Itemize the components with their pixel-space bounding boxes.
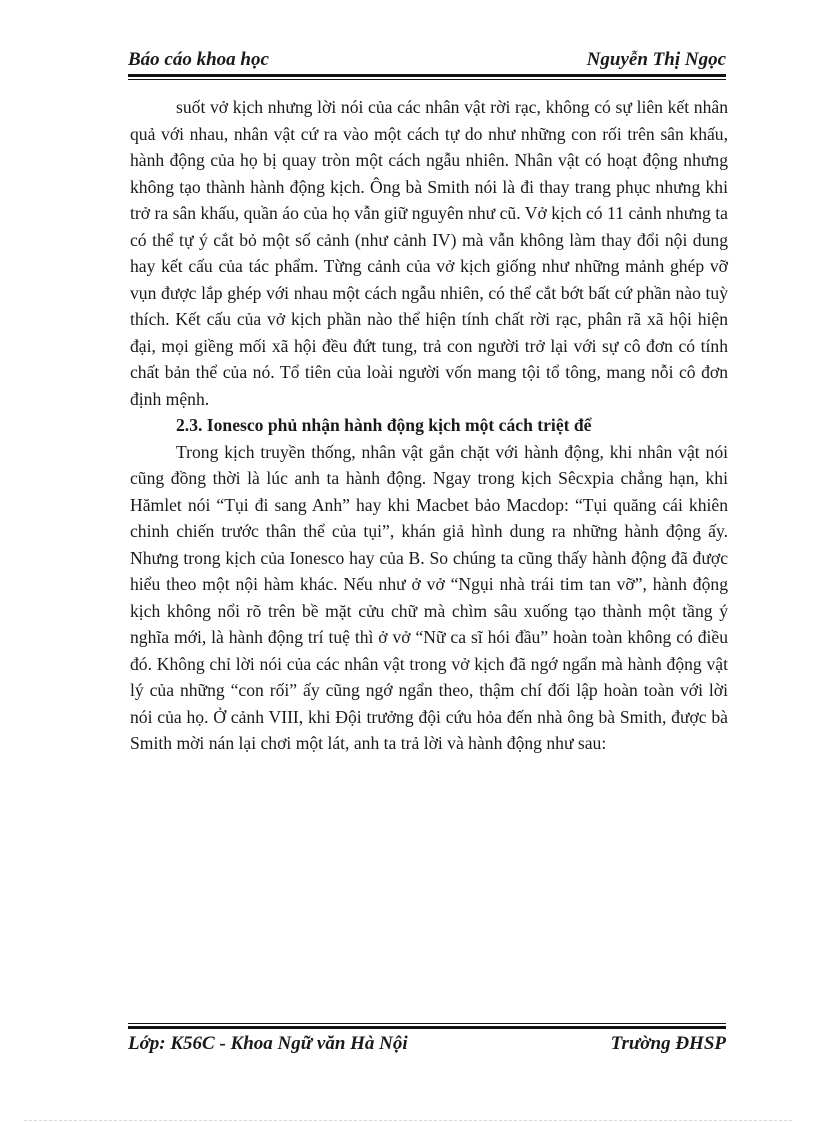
- footer-school: Trường ĐHSP: [610, 1033, 726, 1054]
- footer-rule: [128, 1026, 726, 1029]
- header-author: Nguyễn Thị Ngọc: [586, 49, 726, 70]
- footer-rule-secondary: [128, 1023, 726, 1024]
- page-edge: [24, 1120, 792, 1121]
- body-paragraph: suốt vở kịch nhưng lời nói của các nhân vật rời rạc, không có sự liên kết nhân quả với nhau, nhân vật cứ ra vào một cách tự do như những con rối trên sân khấu, hành động của họ bị quay tròn một cách ngẫu nhiên. Nhân vật có hoạt động nhưng không tạo thành hành động kịch. Ông bà Smith nói là đi thay trang phục nhưng khi trở ra sân khấu, quần áo của họ vẫn giữ nguyên như cũ. Vở kịch có 11 cảnh nhưng ta có thể tự ý cắt bỏ một số cảnh (như cảnh IV) mà vẫn không làm thay đổi nội dung hay kết cấu của tác phẩm. Từng cảnh của vở kịch giống như những mảnh ghép vỡ vụn được lắp ghép với nhau một cách ngẫu nhiên, có thể cắt bớt bất cứ phần nào tuỳ thích. Kết cấu của vở kịch phần nào thể hiện tính chất rời rạc, phân rã xã hội hiện đại, mọi giềng mối xã hội đều đứt tung, trả con người trở lại với sự cô đơn có tính chất bản thể của nó. Tổ tiên của loài người vốn mang tội tổ tông, mang nỗi cô đơn định mệnh.: [130, 97, 728, 409]
- header-rule-secondary: [128, 79, 726, 80]
- section-heading: 2.3. Ionesco phủ nhận hành động kịch một cách triệt để: [176, 415, 592, 435]
- header-left-title: Báo cáo khoa học: [128, 49, 269, 70]
- body-paragraph: Trong kịch truyền thống, nhân vật gắn chặt với hành động, khi nhân vật nói cũng đồng thời là lúc anh ta hành động. Ngay trong kịch Sêcxpia chẳng hạn, khi Hămlet nói “Tụi đi sang Anh” hay khi Macbet bảo Macdop: “Tụi quăng cái khiên chinh chiến trước thân thể của tụi”, khán giả hình dung ra những hành động ấy. Nhưng trong kịch của Ionesco hay của B. So chúng ta cũng thấy hành động đã được hiểu theo một nội hàm khác. Nếu như ở vở “Ngụi nhà trái tim tan vỡ”, hành động kịch không nổi rõ trên bề mặt cửu chữ mà chìm sâu xuống tạo thành một tầng ý nghĩa mới, là hành động trí tuệ thì ở vở “Nữ ca sĩ hói đầu” hoàn toàn không có điều đó. Không chỉ lời nói của các nhân vật trong vở kịch đã ngớ ngẩn mà hành động vật lý của những “con rối” ấy cũng ngớ ngẩn theo, thậm chí đối lập hoàn toàn với lời nói của họ. Ở cảnh VIII, khi Đội trưởng đội cứu hỏa đến nhà ông bà Smith, được bà Smith mời nán lại chơi một lát, anh ta trả lời và hành động như sau:: [130, 441, 728, 753]
- document-body: [130, 94, 728, 757]
- page-footer: [128, 1032, 726, 1082]
- page-header: [128, 48, 726, 76]
- footer-class-info: Lớp: K56C - Khoa Ngữ văn Hà Nội: [128, 1033, 408, 1054]
- header-rule: [128, 74, 726, 77]
